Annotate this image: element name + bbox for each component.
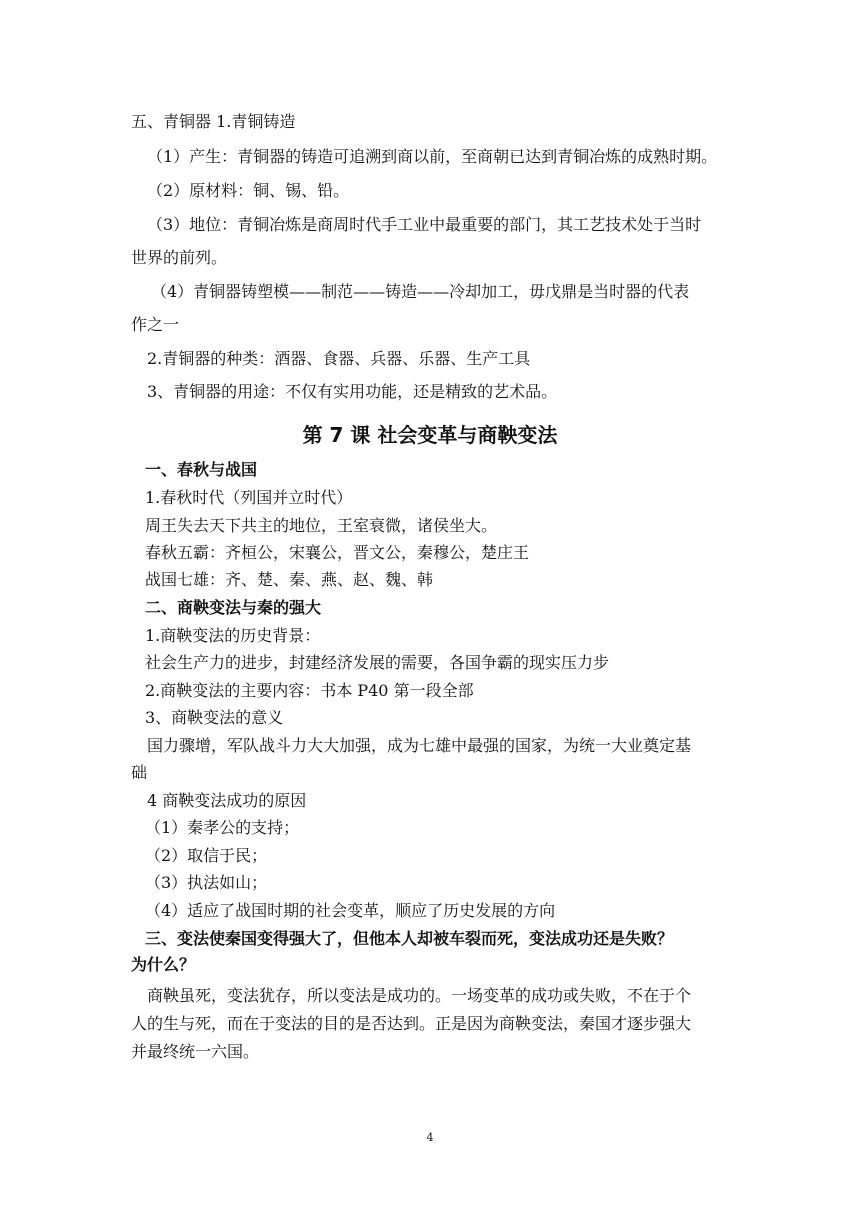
- answer-line2: 人的生与死，而在于变法的目的是否达到。正是因为商鞅变法，秦国才逐步强大: [131, 1014, 692, 1033]
- reason-item-3: （3）执法如山；: [145, 873, 268, 892]
- bronze-status-line1: （3）地位：青铜冶炼是商周时代手工业中最重要的部门，其工艺技术处于当时: [147, 215, 702, 234]
- bronze-status-line2: 世界的前列。: [131, 248, 228, 267]
- shang-yang-line2: 社会生产力的进步，封建经济发展的需要，各国争霸的现实压力步: [145, 653, 610, 672]
- spring-autumn-line3: 春秋五霸：齐桓公，宋襄公，晋文公，秦穆公，楚庄王: [145, 543, 530, 562]
- shang-yang-line1: 1.商鞅变法的历史背景：: [145, 626, 321, 645]
- shang-yang-reasons-heading: 4 商鞅变法成功的原因: [147, 791, 307, 810]
- spring-autumn-line4: 战国七雄：齐、楚、秦、燕、赵、魏、韩: [145, 570, 434, 589]
- section-heading-bronze: 五、青铜器 1.青铜铸造: [131, 112, 296, 131]
- section-heading-shang-yang: 二、商鞅变法与秦的强大: [145, 598, 322, 617]
- lesson-title: 第 7 课 社会变革与商鞅变法: [302, 423, 558, 447]
- reason-item-1: （1）秦孝公的支持；: [145, 818, 300, 837]
- reason-item-4: （4）适应了战国时期的社会变革，顺应了历史发展的方向: [145, 901, 556, 920]
- bronze-materials: （2）原材料：铜、锡、铅。: [147, 181, 350, 200]
- page-number: 4: [426, 1131, 434, 1144]
- section-heading-spring-autumn: 一、春秋与战国: [145, 460, 258, 479]
- spring-autumn-line2: 周王失去天下共主的地位，王室衰微，诸侯坐大。: [145, 516, 498, 535]
- spring-autumn-line1: 1.春秋时代（列国并立时代）: [145, 488, 353, 507]
- answer-line3: 并最终统一六国。: [131, 1042, 260, 1061]
- bronze-process-line1: （4）青铜器铸塑模——制范——铸造——冷却加工，毋戊鼎是当时器的代表: [151, 282, 690, 301]
- bronze-types: 2.青铜器的种类：酒器、食器、兵器、乐器、生产工具: [147, 349, 531, 368]
- section-heading-success-question-line1: 三、变法使秦国变得强大了，但他本人却被车裂而死，变法成功还是失败？: [145, 929, 674, 948]
- shang-yang-significance-line1: 国力骤增，军队战斗力大大加强，成为七雄中最强的国家，为统一大业奠定基: [147, 736, 692, 755]
- shang-yang-line4: 3、商鞅变法的意义: [145, 708, 284, 727]
- shang-yang-line3: 2.商鞅变法的主要内容：书本 P40 第一段全部: [145, 681, 474, 700]
- reason-item-2: （2）取信于民；: [145, 846, 268, 865]
- shang-yang-significance-line2: 础: [131, 763, 148, 782]
- bronze-uses: 3、青铜器的用途：不仅有实用功能，还是精致的艺术品。: [147, 382, 558, 401]
- answer-line1: 商鞅虽死，变法犹存，所以变法是成功的。一场变革的成功或失败，不在于个: [147, 986, 692, 1005]
- bronze-origin: （1）产生：青铜器的铸造可追溯到商以前，至商朝已达到青铜冶炼的成熟时期。: [147, 147, 718, 166]
- bronze-process-line2: 作之一: [131, 315, 180, 334]
- section-heading-success-question-line2: 为什么？: [131, 955, 196, 974]
